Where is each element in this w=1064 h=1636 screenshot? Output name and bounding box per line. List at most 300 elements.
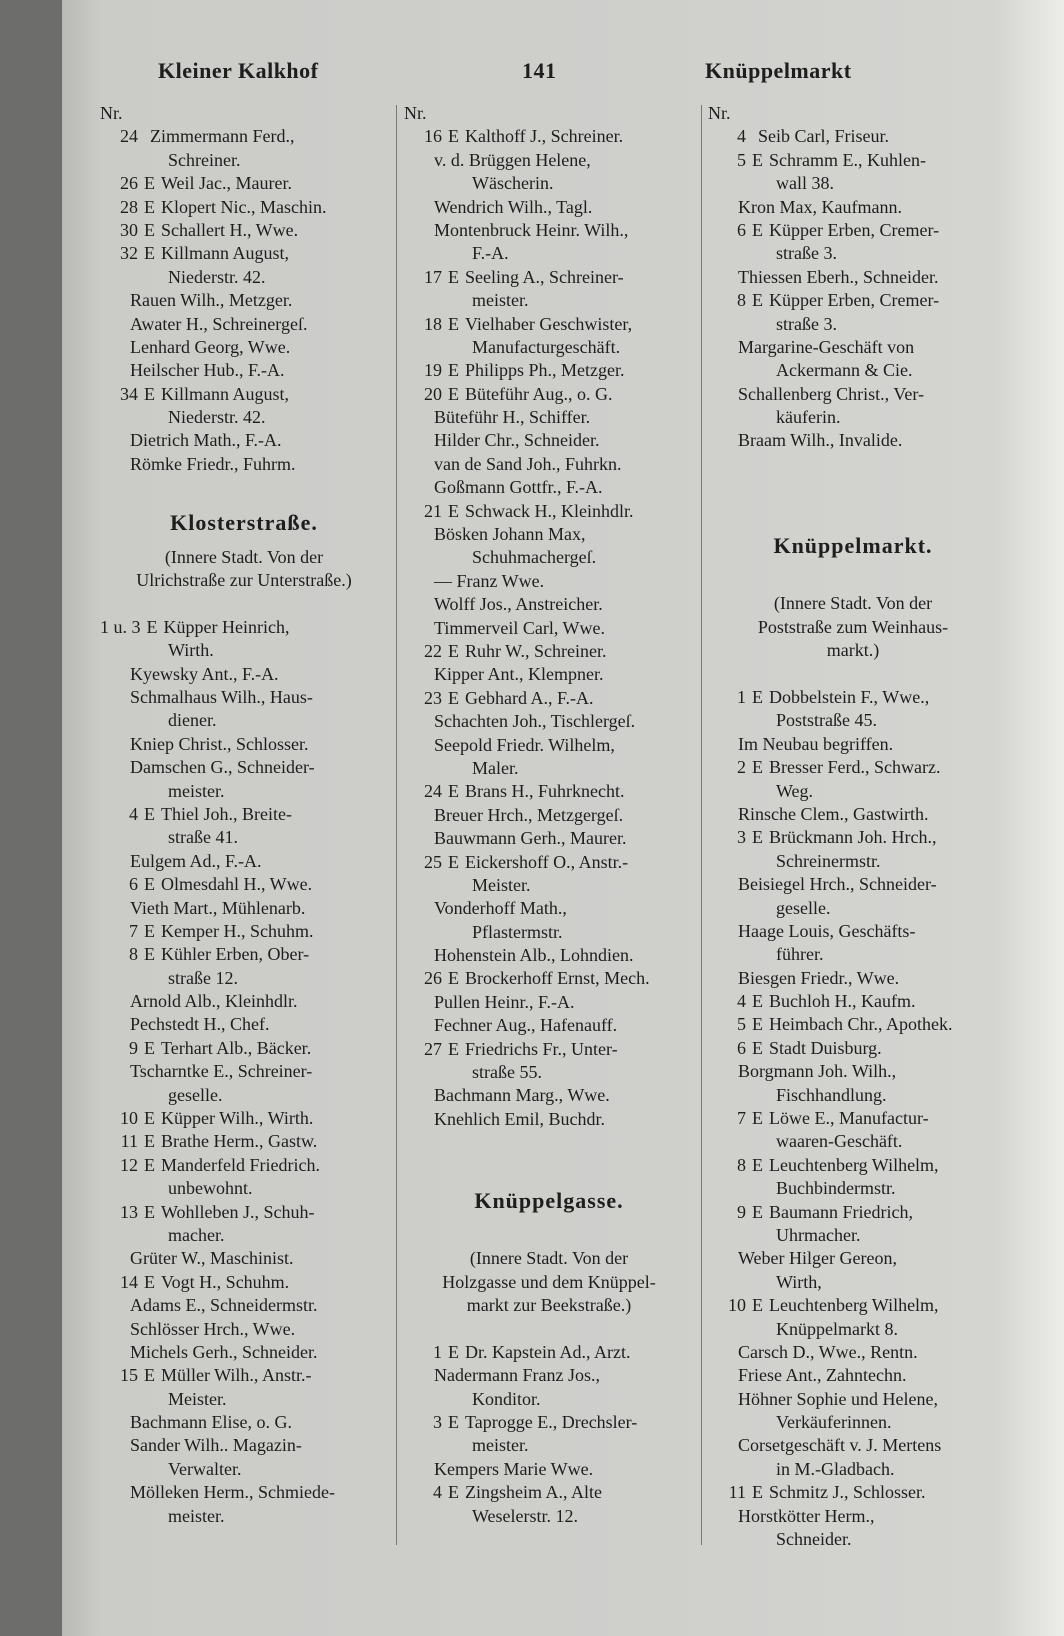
owner-marker: E (752, 686, 763, 707)
entry-text: Schreiner. (168, 149, 241, 170)
owner-marker: E (144, 383, 155, 404)
resident-entry (708, 1341, 998, 1364)
entry-continuation (100, 826, 388, 849)
entry-text: waaren-Geschäft. (776, 1131, 903, 1152)
entry-text: Seib Carl, Friseur. (758, 126, 889, 147)
house-entry (404, 780, 694, 803)
house-number: 27 (424, 1038, 442, 1059)
entry-text: Seepold Friedr. Wilhelm, (434, 734, 615, 755)
entry-continuation (404, 1388, 694, 1411)
resident-entry (708, 336, 998, 359)
entry-text: Vogt H., Schuhm. (161, 1271, 290, 1292)
entry-continuation (404, 546, 694, 569)
entry-text: Bresser Ferd., Schwarz. (769, 757, 941, 778)
entry-text: Im Neubau begriffen. (738, 733, 894, 754)
entry-text: Vieth Mart., Mühlenarb. (130, 897, 306, 918)
entry-continuation (404, 874, 694, 897)
entry-continuation (100, 1224, 388, 1247)
resident-entry (404, 1108, 694, 1131)
entry-text: Borgmann Joh. Wilh., (738, 1061, 897, 1082)
entry-text: führer. (776, 944, 824, 965)
entry-text: Nr. (404, 103, 427, 123)
entry-text: Hilder Chr., Schneider. (434, 430, 600, 451)
entry-text: Schwack H., Kleinhdlr. (465, 500, 634, 521)
owner-marker: E (144, 1037, 155, 1058)
entry-text: Vonderhoff Math., (434, 898, 567, 919)
resident-entry (708, 383, 998, 406)
entry-text: Kyewsky Ant., F.-A. (130, 663, 279, 684)
entry-text: Friedrichs Fr., Unter- (465, 1038, 618, 1059)
house-number: 6 (737, 1037, 746, 1058)
street-description: Poststraße zum Weinhaus- (757, 616, 949, 637)
owner-marker: E (448, 313, 459, 334)
entry-text: Gebhard A., F.-A. (465, 687, 594, 708)
owner-marker: E (448, 851, 459, 872)
entry-continuation (708, 172, 998, 195)
resident-entry (100, 1247, 388, 1270)
resident-entry (100, 1341, 388, 1364)
entry-text: Schramm E., Kuhlen- (769, 149, 926, 170)
owner-marker: E (752, 1037, 763, 1058)
entry-text: Killmann August, (161, 383, 290, 404)
entry-text: Thiel Joh., Breite- (161, 803, 292, 824)
entry-text: Verkäuferinnen. (776, 1412, 892, 1433)
house-entry (100, 1107, 388, 1130)
house-entry (708, 1481, 998, 1504)
house-number: 7 (737, 1108, 746, 1129)
entry-text: Kniep Christ., Schlosser. (130, 733, 309, 754)
entry-text: Baumann Friedrich, (769, 1201, 913, 1222)
entry-text: Haage Louis, Geschäfts- (738, 920, 916, 941)
house-number: 28 (120, 196, 138, 217)
entry-text: Zingsheim A., Alte (465, 1482, 602, 1503)
entry-text: Killmann August, (161, 243, 290, 264)
owner-marker: E (448, 1341, 459, 1362)
house-entry (708, 1154, 998, 1177)
street-description: Holzgasse und dem Knüppel- (442, 1271, 656, 1292)
owner-marker: E (448, 640, 459, 661)
entry-text: Arnold Alb., Kleinhdlr. (130, 991, 298, 1012)
resident-entry (100, 663, 388, 686)
house-entry (708, 149, 998, 172)
house-entry (708, 125, 998, 148)
entry-text: Sander Wilh.. Magazin- (130, 1435, 302, 1456)
house-number: 13 (120, 1201, 138, 1222)
entry-continuation (404, 1505, 694, 1528)
entry-text: Rinsche Clem., Gastwirth. (738, 803, 929, 824)
entry-continuation (404, 921, 694, 944)
resident-entry (708, 1505, 998, 1528)
column-2 (404, 102, 694, 1528)
entry-text: Kempers Marie Wwe. (434, 1458, 594, 1479)
house-number: 10 (120, 1108, 138, 1129)
column-3 (708, 102, 998, 1551)
entry-text: Römke Friedr., Fuhrm. (130, 453, 296, 474)
house-number: 2 (737, 757, 746, 778)
house-number: 4 (129, 803, 138, 824)
resident-entry (404, 1084, 694, 1107)
entry-text: Meister. (472, 874, 531, 895)
owner-marker: E (752, 1154, 763, 1175)
resident-entry (708, 733, 998, 756)
entry-continuation (404, 1434, 694, 1457)
entry-text: Dr. Kapstein Ad., Arzt. (465, 1341, 631, 1362)
entry-text: Eickershoff O., Anstr.- (465, 851, 629, 872)
entry-text: straße 41. (168, 827, 238, 848)
resident-entry (404, 710, 694, 733)
owner-marker: E (448, 266, 459, 287)
entry-text: Bachmann Marg., Wwe. (434, 1085, 610, 1106)
entry-text: Uhrmacher. (776, 1224, 861, 1245)
house-number: 18 (424, 313, 442, 334)
entry-text: Seeling A., Schreiner- (465, 266, 624, 287)
entry-text: Nr. (708, 103, 731, 123)
resident-entry (404, 827, 694, 850)
entry-text: Terhart Alb., Bäcker. (161, 1037, 312, 1058)
house-entry (100, 1271, 388, 1294)
owner-marker: E (448, 1038, 459, 1059)
entry-text: Müller Wilh., Anstr.- (161, 1365, 312, 1386)
resident-entry (100, 1481, 388, 1504)
house-entry (708, 990, 998, 1013)
house-entry (404, 313, 694, 336)
entry-text: Brathe Herm., Gastw. (161, 1131, 318, 1152)
entry-text: meister. (168, 780, 225, 801)
owner-marker: E (144, 874, 155, 895)
house-number: 5 (737, 149, 746, 170)
spacer (708, 453, 998, 476)
resident-entry (100, 313, 388, 336)
house-number: 16 (424, 126, 442, 147)
entry-text: Wolff Jos., Anstreicher. (434, 594, 603, 615)
house-entry (404, 500, 694, 523)
house-entry (708, 1013, 998, 1036)
entry-text: Schuhmachergeſ. (472, 547, 597, 568)
entry-text: Niederstr. 42. (168, 266, 266, 287)
resident-entry (404, 429, 694, 452)
entry-text: Büteführ H., Schiffer. (434, 407, 591, 428)
resident-entry (708, 873, 998, 896)
spacer (404, 1224, 694, 1247)
house-entry (100, 943, 388, 966)
entry-continuation (708, 406, 998, 429)
entry-continuation (708, 1458, 998, 1481)
house-number: 26 (424, 968, 442, 989)
entry-text: Fechner Aug., Hafenauff. (434, 1015, 618, 1036)
house-number: 8 (129, 944, 138, 965)
entry-text: wall 38. (776, 173, 834, 194)
entry-continuation (100, 780, 388, 803)
spacer (100, 592, 388, 615)
entry-text: Philipps Ph., Metzger. (465, 360, 625, 381)
entry-continuation (708, 313, 998, 336)
entry-continuation (404, 1061, 694, 1084)
entry-text: Weg. (776, 780, 814, 801)
house-number: 11 (120, 1131, 138, 1152)
entry-text: Pflastermstr. (472, 921, 563, 942)
spacer (404, 1155, 694, 1178)
entry-continuation (708, 943, 998, 966)
house-entry (404, 359, 694, 382)
entry-continuation (708, 897, 998, 920)
resident-entry (708, 920, 998, 943)
entry-text: Bösken Johann Max, (434, 524, 586, 545)
owner-marker: E (752, 290, 763, 311)
owner-marker: E (448, 781, 459, 802)
entry-text: geselle. (776, 897, 831, 918)
house-entry (708, 826, 998, 849)
owner-marker: E (144, 243, 155, 264)
entry-text: Goßmann Gottfr., F.-A. (434, 477, 603, 498)
entry-text: Kalthoff J., Schreiner. (465, 126, 624, 147)
entry-continuation (100, 1505, 388, 1528)
house-number: 5 (737, 1014, 746, 1035)
entry-text: Verwalter. (168, 1458, 242, 1479)
owner-marker: E (448, 968, 459, 989)
house-entry (100, 616, 388, 639)
entry-text: Schmalhaus Wilh., Haus- (130, 686, 313, 707)
house-number: 24 (424, 781, 442, 802)
entry-text: Küpper Heinrich, (163, 616, 290, 637)
house-entry (100, 803, 388, 826)
entry-text: Manufacturgeschäft. (472, 336, 621, 357)
entry-text: in M.-Gladbach. (776, 1458, 895, 1479)
entry-text: Maler. (472, 757, 519, 778)
spacer (100, 476, 388, 499)
entry-text: Löwe E., Manufactur- (769, 1108, 929, 1129)
resident-entry (100, 453, 388, 476)
resident-entry (404, 219, 694, 242)
resident-entry (100, 990, 388, 1013)
entry-text: straße 3. (776, 243, 837, 264)
entry-text: Timmerveil Carl, Wwe. (434, 617, 605, 638)
house-number: 1 (433, 1341, 442, 1362)
owner-marker: E (448, 126, 459, 147)
entry-text: Leuchtenberg Wilhelm, (769, 1295, 939, 1316)
house-entry (100, 1154, 388, 1177)
entry-text: Pechstedt H., Chef. (130, 1014, 270, 1035)
house-entry (404, 1411, 694, 1434)
resident-entry (708, 429, 998, 452)
owner-marker: E (146, 616, 158, 637)
entry-continuation (708, 1224, 998, 1247)
entry-text: Brockerhoff Ernst, Mech. (465, 968, 650, 989)
entry-text: Thiessen Eberh., Schneider. (738, 266, 939, 287)
entry-text: Schlösser Hrch., Wwe. (130, 1318, 296, 1339)
entry-text: macher. (168, 1224, 225, 1245)
resident-entry (404, 1458, 694, 1481)
entry-text: Knehlich Emil, Buchdr. (434, 1108, 605, 1129)
entry-text: Beisiegel Hrch., Schneider- (738, 874, 937, 895)
resident-entry (708, 196, 998, 219)
entry-text: Küpper Erben, Cremer- (769, 290, 940, 311)
resident-entry (100, 1434, 388, 1457)
resident-entry (708, 266, 998, 289)
house-number: 7 (129, 920, 138, 941)
entry-text: Schachten Joh., Tischlergeſ. (434, 711, 636, 732)
resident-entry (100, 897, 388, 920)
resident-entry (404, 897, 694, 920)
resident-entry (708, 1434, 998, 1457)
house-entry (100, 196, 388, 219)
house-number: 17 (424, 266, 442, 287)
entry-text: Wohlleben J., Schuh- (161, 1201, 315, 1222)
entry-text: diener. (168, 710, 217, 731)
owner-marker: E (752, 991, 763, 1012)
entry-text: Bauwmann Gerh., Maurer. (434, 828, 627, 849)
house-entry (404, 640, 694, 663)
resident-entry (404, 593, 694, 616)
resident-entry (404, 804, 694, 827)
resident-entry (708, 1388, 998, 1411)
owner-marker: E (752, 827, 763, 848)
entry-text: Ruhr W., Schreiner. (465, 640, 607, 661)
house-number: 34 (120, 383, 138, 404)
entry-text: Leuchtenberg Wilhelm, (769, 1154, 939, 1175)
entry-continuation (404, 172, 694, 195)
house-entry (100, 1037, 388, 1060)
entry-text: Nadermann Franz Jos., (434, 1365, 600, 1386)
resident-entry (100, 336, 388, 359)
entry-text: van de Sand Joh., Fuhrkn. (434, 453, 622, 474)
resident-entry (100, 1013, 388, 1036)
entry-text: Ackermann & Cie. (776, 360, 913, 381)
house-number: 24 (120, 126, 138, 147)
spacer (404, 1318, 694, 1341)
resident-entry (708, 1364, 998, 1387)
resident-entry (404, 944, 694, 967)
entry-text: Eulgem Ad., F.-A. (130, 850, 262, 871)
entry-text: Breuer Hrch., Metzgergeſ. (434, 804, 624, 825)
house-entry (708, 289, 998, 312)
house-entry (708, 686, 998, 709)
entry-text: straße 3. (776, 313, 837, 334)
entry-text: Montenbruck Heinr. Wilh., (434, 219, 629, 240)
entry-text: Carsch D., Wwe., Rentn. (738, 1341, 918, 1362)
entry-continuation (708, 1318, 998, 1341)
owner-marker: E (144, 1131, 155, 1152)
entry-continuation (708, 1130, 998, 1153)
entry-text: Brans H., Fuhrknecht. (465, 781, 625, 802)
entry-text: Niederstr. 42. (168, 407, 266, 428)
entry-text: Schallenberg Christ., Ver- (738, 383, 924, 404)
street-heading: Klosterstraße. (170, 509, 318, 535)
entry-text: straße 12. (168, 967, 238, 988)
entry-continuation (708, 1271, 998, 1294)
entry-continuation (404, 242, 694, 265)
entry-text: Klopert Nic., Maschin. (161, 196, 327, 217)
house-number: 23 (424, 687, 442, 708)
resident-entry (404, 1364, 694, 1387)
resident-entry (404, 734, 694, 757)
house-number: 3 (737, 827, 746, 848)
house-number: 15 (120, 1365, 138, 1386)
entry-text: Weber Hilger Gereon, (738, 1248, 897, 1269)
entry-continuation (100, 266, 388, 289)
entry-text: Kemper H., Schuhm. (161, 920, 314, 941)
entry-continuation (100, 639, 388, 662)
house-entry (404, 851, 694, 874)
house-entry (100, 1364, 388, 1387)
owner-marker: E (752, 1482, 763, 1503)
house-entry (100, 125, 388, 148)
house-entry (708, 756, 998, 779)
entry-continuation (404, 757, 694, 780)
entry-continuation (100, 149, 388, 172)
column-1 (100, 102, 388, 1528)
entry-text: Schneider. (776, 1529, 852, 1550)
running-head-right: Knüppelmarkt (705, 58, 852, 83)
owner-marker: E (752, 1108, 763, 1129)
house-number: 22 (424, 640, 442, 661)
entry-text: Heilscher Hub., F.-A. (130, 360, 285, 381)
entry-continuation (100, 709, 388, 732)
street-description: (Innere Stadt. Von der (469, 1248, 629, 1269)
entry-continuation (708, 1411, 998, 1434)
spacer (404, 1131, 694, 1154)
owner-marker: E (448, 1482, 459, 1503)
street-description: markt.) (826, 640, 880, 661)
house-number: 30 (120, 219, 138, 240)
resident-entry (404, 406, 694, 429)
house-number: 4 (737, 126, 746, 147)
entry-text: Dietrich Math., F.-A. (130, 430, 282, 451)
entry-text: Friese Ant., Zahntechn. (738, 1365, 907, 1386)
house-number: 1 (737, 686, 746, 707)
entry-text: straße 55. (472, 1062, 542, 1083)
entry-text: Stadt Duisburg. (769, 1037, 882, 1058)
entry-continuation (708, 359, 998, 382)
entry-continuation (100, 967, 388, 990)
entry-text: Schreinermstr. (776, 850, 881, 871)
house-number: 6 (737, 219, 746, 240)
house-number: 32 (120, 243, 138, 264)
entry-text: Hohenstein Alb., Lohndien. (434, 945, 634, 966)
resident-entry (404, 663, 694, 686)
entry-text: Küpper Erben, Cremer- (769, 219, 940, 240)
spacer (708, 476, 998, 499)
entry-text: Mölleken Herm., Schmiede- (130, 1482, 335, 1503)
entry-text: Brückmann Joh. Hrch., (769, 827, 937, 848)
resident-entry (404, 570, 694, 593)
spacer (708, 663, 998, 686)
entry-text: Fischhandlung. (776, 1084, 887, 1105)
owner-marker: E (752, 149, 763, 170)
entry-continuation (100, 1177, 388, 1200)
entry-text: Weil Jac., Maurer. (161, 173, 293, 194)
entry-text: Weselerstr. 12. (472, 1505, 579, 1526)
entry-text: Kron Max, Kaufmann. (738, 196, 902, 217)
house-number: 8 (737, 1154, 746, 1175)
owner-marker: E (144, 1271, 155, 1292)
entry-text: Margarine-Geschäft von (738, 336, 915, 357)
house-number: 26 (120, 173, 138, 194)
entry-continuation (100, 1388, 388, 1411)
resident-entry (404, 523, 694, 546)
entry-text: Rauen Wilh., Metzger. (130, 290, 293, 311)
entry-continuation (100, 1458, 388, 1481)
resident-entry (100, 429, 388, 452)
owner-marker: E (448, 383, 459, 404)
owner-marker: E (144, 944, 155, 965)
entry-text: Corsetgeschäft v. J. Mertens (738, 1435, 942, 1456)
entry-text: Wäscherin. (472, 173, 554, 194)
resident-entry (100, 686, 388, 709)
entry-text: Grüter W., Maschinist. (130, 1248, 294, 1269)
house-entry (708, 1037, 998, 1060)
entry-text: Büteführ Aug., o. G. (465, 383, 613, 404)
entry-continuation (708, 242, 998, 265)
